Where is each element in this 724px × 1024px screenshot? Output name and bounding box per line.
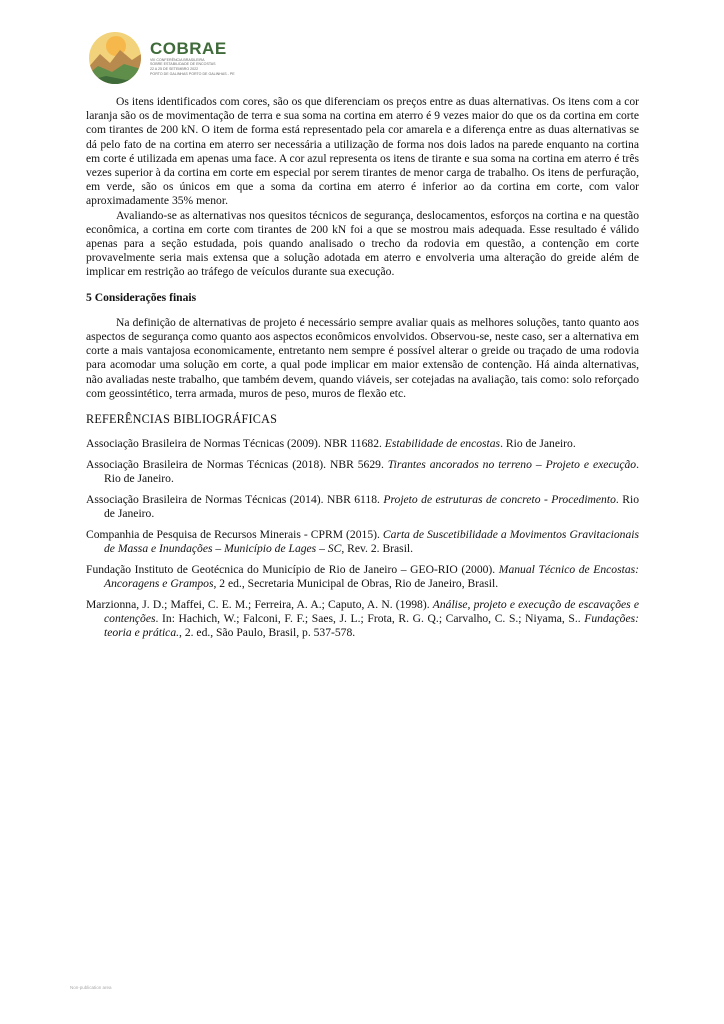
reference-title: Tirantes ancorados no terreno – Projeto e execução [387, 457, 637, 471]
cobrae-mountain-logo-icon [86, 30, 144, 86]
reference-text: . In: Hachich, W.; Falconi, F. F.; Saes, J. L.; Frota, R. G. Q.; Carvalho, C. S.; Niyama, S.. [155, 611, 585, 625]
reference-list [86, 437, 639, 640]
logo-subtitle-line: SOBRE ESTABILIDADE DE ENCOSTAS [150, 62, 216, 67]
body-paragraph: Os itens identificados com cores, são os que diferenciam os preços entre as duas alternativas. Os itens com a cor laranja são os de movimentação de terra e sua soma na cortina em aterro é 9 vezes maior do que os da cortina em corte com tirantes de 200 kN. O item de forma está representado pela cor amarela e a diferença entre as duas alternativas se dá pelo fato de na cortina em aterro ser necessária a utilização de forma nos dois lados na parede enquanto na cortina em corte é utilizada em apenas uma face. A cor azul representa os itens de tirante e sua soma na cortina em aterro é três vezes superior à da cortina em corte em especial por serem tirantes de menor carga de trabalho. Os itens de perfuração, em verde, são os únicos em que a soma da cortina em aterro é inferior ao da cortina em corte, com valor aproximadamente 35% menor. [86, 95, 639, 208]
section-heading: 5 Considerações finais [86, 290, 197, 304]
reference-item [86, 563, 639, 591]
reference-text: . Rio de Janeiro. [500, 437, 576, 451]
logo-title: COBRAE [150, 38, 227, 58]
reference-text: . Rio de Janeiro. [104, 457, 639, 486]
reference-title: Fundações: teoria e prática. [104, 611, 639, 639]
reference-title: Carta de Suscetibilidade a Movimentos Gravitacionais de Massa e Inundações – Município de Lages – SC [104, 527, 639, 555]
conference-logo [86, 30, 286, 86]
reference-item [86, 437, 639, 451]
references-title: REFERÊNCIAS BIBLIOGRÁFICAS [86, 412, 278, 427]
logo-subtitle-line: PORTO DE GALINHAS PORTO DE GALINHAS - PE [150, 71, 235, 76]
logo-subtitle-line: 22 A 25 DE SETEMBRO 2022 [150, 67, 199, 71]
reference-text: Associação Brasileira de Normas Técnicas (2014). NBR 6118. [86, 492, 384, 506]
reference-text: Associação Brasileira de Normas Técnicas (2009). NBR 11682. [86, 437, 385, 451]
reference-text: Fundação Instituto de Geotécnica do Município de Rio de Janeiro – GEO-RIO (2000). [86, 562, 499, 576]
body-paragraph: Na definição de alternativas de projeto é necessário sempre avaliar quais as melhores soluções, tanto quanto aos aspectos de segurança como quanto aos aspectos econômicos envolvidos. Observou-se, neste caso, ser a alternativa em corte a mais vantajosa economicamente, entretanto nem sempre é possível alterar o greide ou traçado de uma rodovia para acomodar uma solução em corte, a qual pode implicar em maior extensão de contenção. Há ainda alternativas, não avaliadas neste trabalho, que também devem, quando viáveis, ser cotejadas na avaliação, tais como: solo reforçado com geossintético, terra armada, muros de peso, muros de flexão etc. [86, 315, 639, 400]
reference-title: Estabilidade de encostas [384, 437, 501, 451]
reference-text: Companhia de Pesquisa de Recursos Minerais - CPRM (2015). [86, 527, 383, 541]
reference-text: , 2 ed., Secretaria Municipal de Obras, Rio de Janeiro, Brasil. [213, 576, 499, 590]
paper-body [86, 95, 639, 647]
reference-title: Projeto de estruturas de concreto - Procedimento [383, 492, 616, 506]
logo-subtitle-line: VIII CONFERÊNCIA BRASILEIRA [150, 57, 205, 62]
reference-text: Associação Brasileira de Normas Técnicas (2018). NBR 5629. [86, 457, 388, 471]
logo-text [150, 40, 270, 76]
reference-item [86, 598, 639, 641]
body-paragraph: Avaliando-se as alternativas nos quesitos técnicos de segurança, deslocamentos, esforços na cortina e na questão econômica, a cortina em corte com tirantes de 200 kN foi a que se mostrou mais adequada. Esse resultado é válido apenas para a seção estudada, pois quando analisado o trecho da rodovia em questão, a contenção em corte provavelmente seria mais extensa que a solução adotada em aterro e envolveria uma alteração do greide além de implicar em restrição ao tráfego de veículos durante sua execução. [86, 208, 639, 279]
reference-text: Marzionna, J. D.; Maffei, C. E. M.; Ferreira, A. A.; Caputo, A. N. (1998). [86, 597, 433, 611]
reference-text: , 2. ed., São Paulo, Brasil, p. 537-578. [179, 626, 356, 639]
logo-subtitle [150, 58, 270, 76]
reference-text: , Rev. 2. Brasil. [341, 541, 414, 555]
reference-title: Manual Técnico de Encostas: Ancoragens e Grampos [104, 562, 639, 590]
reference-item [86, 528, 639, 556]
reference-text: . Rio de Janeiro. [104, 492, 639, 521]
reference-item [86, 458, 639, 486]
footer-note: Non-publication area [70, 985, 112, 990]
reference-item [86, 493, 639, 521]
reference-title: Análise, projeto e execução de escavações e contenções [104, 597, 640, 625]
